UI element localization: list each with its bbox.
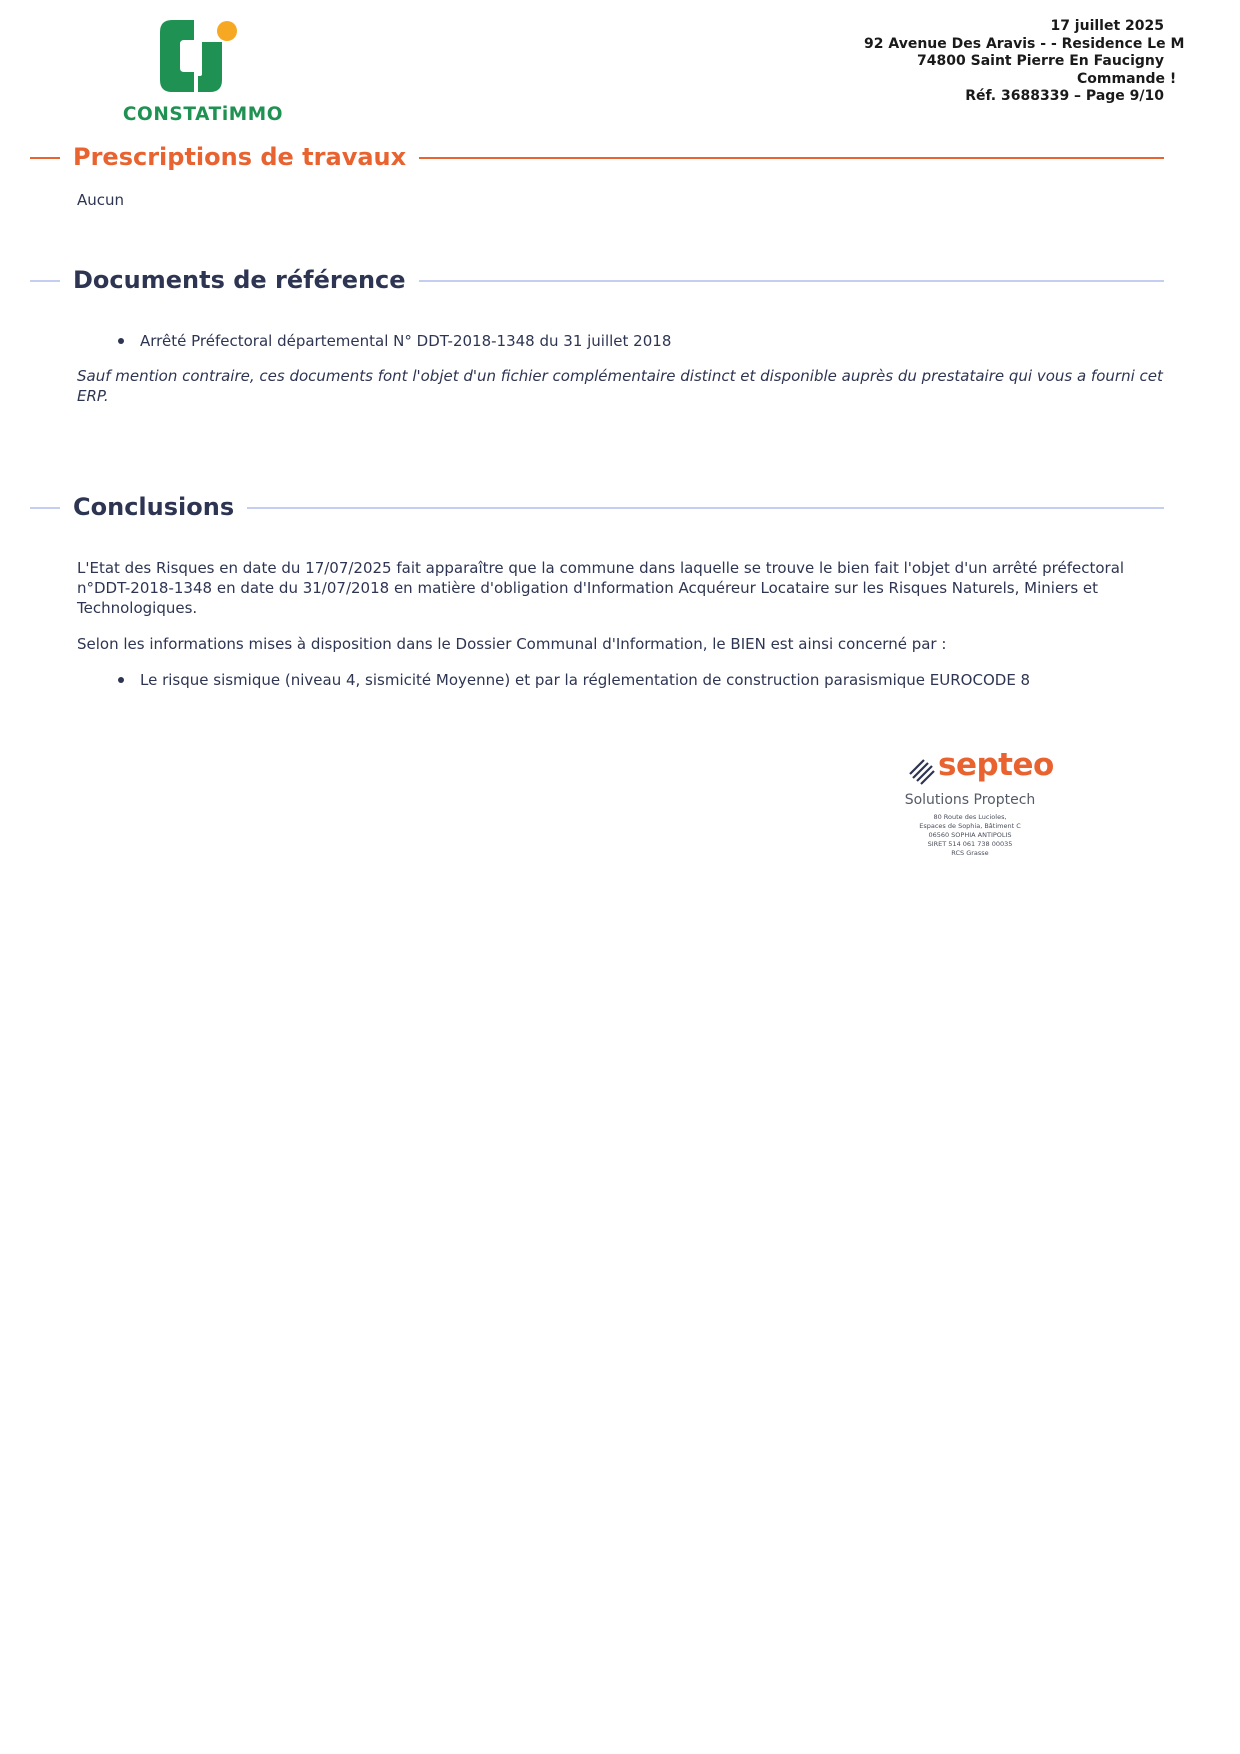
bullet-icon <box>118 677 124 683</box>
septeo-wordmark: septeo <box>938 747 1054 783</box>
septeo-address-line: 80 Route des Lucioles, <box>933 813 1007 821</box>
prescriptions-text: Aucun <box>77 191 125 209</box>
conclusions-intro: Selon les informations mises à disposition dans le Dossier Communal d'Information, le BIEN est ainsi concerné par : <box>77 635 947 653</box>
report-date: 17 juillet 2025 <box>1050 18 1164 34</box>
constatimmo-wordmark: CONSTATiMMO <box>122 104 284 125</box>
document-header-info <box>864 18 1185 106</box>
constatimmo-logo <box>118 20 288 130</box>
section-title: Documents de référence <box>60 263 419 297</box>
septeo-subtitle: Solutions Proptech <box>904 792 1036 808</box>
bullet-icon <box>118 338 124 344</box>
septeo-address-line: 06560 SOPHIA ANTIPOLIS <box>928 831 1012 839</box>
section-title: Prescriptions de travaux <box>60 140 419 174</box>
section-heading-conclusions <box>30 490 1164 524</box>
document-reference: Arrêté Préfectoral départemental N° DDT-2018-1348 du 31 juillet 2018 <box>140 332 672 350</box>
septeo-stamp <box>900 747 1054 862</box>
order-reference: Commande ! <box>1077 70 1177 87</box>
septeo-address-line: RCS Grasse <box>951 849 989 857</box>
constatimmo-logo-icon <box>160 20 240 92</box>
page-reference: Réf. 3688339 – Page 9/10 <box>965 88 1164 104</box>
property-city: 74800 Saint Pierre En Faucigny <box>917 53 1164 69</box>
section-title: Conclusions <box>60 490 247 524</box>
risk-item: Le risque sismique (niveau 4, sismicité Moyenne) et par la réglementation de construction parasismique EUROCODE 8 <box>140 671 1031 689</box>
septeo-address-line: SIRET 514 061 738 00035 <box>927 840 1013 848</box>
conclusions-paragraph: L'Etat des Risques en date du 17/07/2025 fait apparaître que la commune dans laquelle se trouve le bien fait l'objet d'un arrêté préfectoral n°DDT-2018-1348 en date du 31/07/2018 en matière d'obligation d'Information Acquéreur Locataire sur les Risques Naturels, Miniers et Technologiques. <box>77 559 1125 617</box>
septeo-address <box>900 813 1040 858</box>
septeo-address-line: Espaces de Sophia, Bâtiment C <box>919 822 1021 830</box>
documents-note: Sauf mention contraire, ces documents font l'objet d'un fichier complémentaire distinct et disponible auprès du prestataire qui vous a fourni cet ERP. <box>77 367 1163 405</box>
property-address: 92 Avenue Des Aravis - - Residence Le M <box>864 35 1185 52</box>
section-heading-prescriptions <box>30 140 1164 174</box>
section-heading-documents <box>30 263 1164 297</box>
